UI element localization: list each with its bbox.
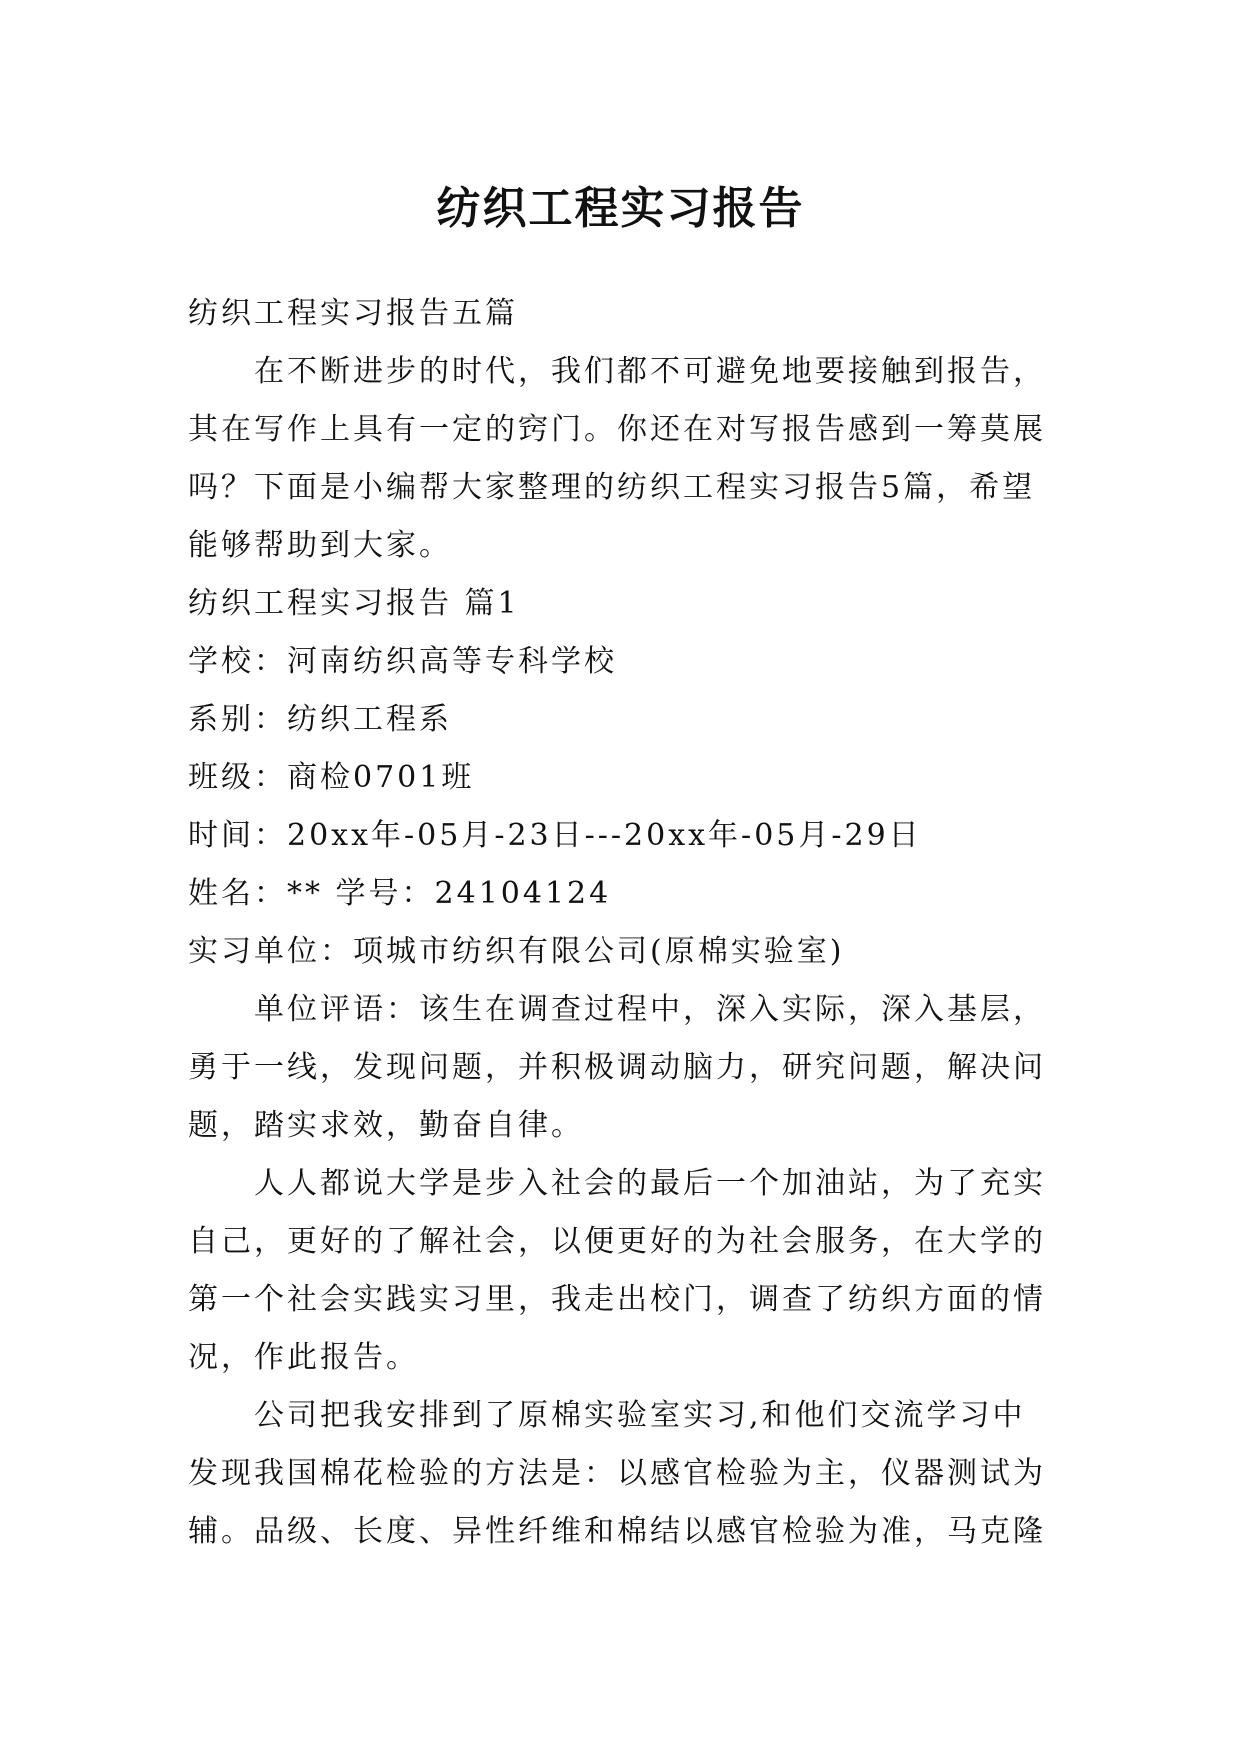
body-paragraph-1: 人人都说大学是步入社会的最后一个加油站，为了充实自己，更好的了解社会，以便更好的为社会服务，在大学的第一个社会实践实习里，我走出校门，调查了纺织方面的情况，作此报告。	[188, 1166, 1046, 1375]
document-title: 纺织工程实习报告	[436, 183, 805, 235]
info-time: 时间：20xx年-05月-23日---20xx年-05月-29日	[188, 818, 922, 853]
info-name-id: 姓名：** 学号：24104124	[188, 876, 612, 911]
info-department: 系别：纺织工程系	[188, 702, 452, 737]
info-school: 学校：河南纺织高等专科学校	[188, 644, 617, 679]
info-class: 班级：商检0701班	[188, 760, 475, 795]
info-unit: 实习单位：项城市纺织有限公司(原棉实验室)	[188, 934, 845, 969]
evaluation-paragraph: 单位评语：该生在调查过程中，深入实际，深入基层，勇于一线，发现问题，并积极调动脑力，研究问题，解决问题，踏实求效，勤奋自律。	[188, 992, 1046, 1143]
intro-paragraph: 在不断进步的时代，我们都不可避免地要接触到报告，其在写作上具有一定的窍门。你还在对写报告感到一筹莫展吗？下面是小编帮大家整理的纺织工程实习报告5篇，希望能够帮助到大家。	[188, 354, 1046, 563]
document-subtitle: 纺织工程实习报告五篇	[188, 296, 518, 331]
section-heading: 纺织工程实习报告 篇1	[188, 586, 520, 621]
body-paragraph-2: 公司把我安排到了原棉实验室实习,和他们交流学习中发现我国棉花检验的方法是：以感官检验为主，仪器测试为辅。品级、长度、异性纤维和棉结以感官检验为准，马克隆	[188, 1398, 1046, 1549]
document-body	[188, 285, 1054, 1561]
